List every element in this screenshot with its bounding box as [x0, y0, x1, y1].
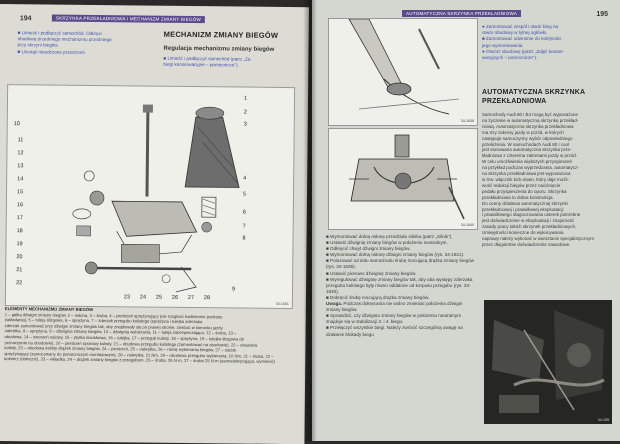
- callout-28: 28: [203, 295, 211, 302]
- figure-caption: [4, 306, 291, 365]
- text-line: na przykład podczas wyprzedzania, automatycz-: [482, 165, 579, 171]
- photo-id: 34-159: [597, 418, 609, 422]
- text-line: wość redukcji biegów przez naciśnięcie: [482, 182, 561, 188]
- intro-line: przy skrzyni biegów.: [17, 42, 59, 49]
- caption-line: obudowa, 14 – sworzeń osiowy, 15 – płytka dociskowa, 16 – tulejka, 17 – przegub kulisty, 18 – sprężyna, 19 – tulejka ślizgowa do: [4, 334, 245, 342]
- note: [326, 301, 478, 313]
- callout-1: 1: [243, 95, 248, 102]
- engine-photo-image: [484, 300, 612, 424]
- text-line: przez długoletnie doświadczenie zawodowe.: [482, 241, 571, 247]
- section-title: AUTOMATYCZNA SKRZYNKA PRZEKŁADNIOWA: [482, 89, 585, 105]
- callout-26: 26: [171, 294, 179, 301]
- step-item: ■ Sprawdzić, czy dźwignia zmiany biegów w położeniu neutralnym znajduje się w stabilizacji 3. i 4. biegu.: [326, 313, 462, 325]
- section-subtitle: Regulacja mechanizmu zmiany biegów: [163, 45, 275, 53]
- callout-8: 8: [242, 235, 246, 242]
- gear-mechanism-diagram: [6, 85, 294, 308]
- procedure-steps: [326, 234, 478, 338]
- subtitle-text: [163, 56, 299, 70]
- callout-9: 9: [231, 286, 236, 293]
- caption-line: nakrętka, 8 – sprężyna, 9 – dźwignia zmiany biegów, 10 – dźwignia wybierania, 11 – tuleja zabezpieczająca, 12 – śruba, 13 –: [4, 328, 237, 336]
- text-line: pedału przyspieszenia do oporu. Skrzynka: [482, 188, 567, 194]
- subtitle-line: ■ Umieść i podłączyć samochód (patrz „Za: [163, 55, 251, 62]
- text-line: ● Zamontować zespół i otwór bieg na: [482, 24, 559, 29]
- callout-14: 14: [17, 176, 24, 183]
- text-line: kładniowa z czterema zakresami jazdy w przód.: [482, 153, 578, 159]
- text-line: na skrzynka przekładniowa jest wyposażona: [482, 171, 571, 177]
- figure-id: 34-1601: [275, 301, 289, 307]
- exploded-view-figure: [5, 84, 295, 309]
- left-page: [0, 4, 309, 444]
- callout-5: 5: [242, 191, 247, 198]
- text-line: jest doświadczenie w eksploatacji i znajomość: [482, 218, 575, 224]
- text-line: naprawy należy wykonać w warsztacie specjalistycznym: [482, 236, 595, 242]
- ball-joint-figure: [328, 128, 478, 230]
- section-text: [482, 112, 610, 248]
- callout-25: 25: [155, 294, 163, 301]
- figure-id: 34-1838: [460, 119, 474, 123]
- ball-joint-diagram: [329, 129, 477, 229]
- step-item: ■ Wymontować dolną osłonę dźwigni zmiany biegów (rys. 34-1821).: [326, 252, 465, 258]
- page-number: 195: [596, 11, 608, 18]
- text-line: Samochody Audi 80 i B4 mogą być wyposażone: [482, 112, 579, 117]
- callout-21: 21: [16, 267, 23, 274]
- text-line: jego wymontowania.: [482, 42, 524, 48]
- text-line: ■ Zamontować odwrotnie do kolejności: [482, 36, 562, 42]
- text-line: niową. Automatyczna skrzynka przekładniowa: [482, 123, 574, 129]
- section-title: MECHANIZM ZMIANY BIEGÓW: [163, 29, 279, 40]
- text-line: przekładniowej i prawidłowej eksploatacji: [482, 206, 564, 212]
- engine-photo: [484, 300, 612, 424]
- caption-line: kołnierz (dokręcić), 23 – wkładka, 24 – drążek zmiany biegów z przegubem, 25 – śruba, 26 N·m, 27 – śruba 25 N·m (samodokręcająca, wymienić): [4, 356, 275, 365]
- subtitle-line: biegi konserwacyjne – pomocnicze").: [163, 61, 239, 68]
- callout-20: 20: [16, 254, 23, 261]
- text-line: Do oceny działania automatycznej skrzynki: [482, 200, 568, 206]
- callout-6: 6: [242, 209, 246, 216]
- step-item: ■ Poluzować od dołu samochodu śrubę mocującą drążka zmiany biegów (rys. 34-1839).: [326, 258, 475, 270]
- callout-3: 3: [243, 121, 247, 128]
- callout-16: 16: [16, 202, 24, 209]
- right-page: [312, 0, 620, 441]
- running-header: AUTOMATYCZNA SKRZYNKA PRZEKŁADNIOWA: [402, 10, 521, 17]
- text-line: następuje samoczynny wybór odpowiedniego: [482, 135, 573, 141]
- text-line: zasady pracy takich skrzynek przekładniowych.: [482, 224, 577, 230]
- lever-figure-top: [328, 18, 478, 126]
- caption-line: zderzak zamontować przy dźwigni zmiany biegów tak, aby znajdowały się po prawej stronie, zwrócić w kierunku jazdy: [4, 322, 223, 331]
- caption-line: (oznaczenie na obudowie), 20 – pierścień oporowy kulisty, 21 – obudowa przegubu kulistego (zamontować na obudowie), 22 – obudowa: [4, 339, 258, 348]
- caption-line: kolisty, 23 – obudowa kolisty drążek zmiany biegów, 24 – pierścień, 25 – nakrętka, 26 – ramię wybierania biegów, 27 – zacisk: [4, 345, 237, 353]
- callout-13: 13: [17, 163, 24, 170]
- callout-22: 22: [16, 280, 23, 287]
- text-line: wacyjnych – pomocnicze").: [482, 55, 538, 61]
- note-label: Uwaga.: [326, 301, 343, 307]
- callout-18: 18: [16, 228, 23, 235]
- caption-line: zakładania), 5 – tuleja ślizgowa, 6 – sprężyna, 7 – zderzak przegubu kulistego (sprężyna i tulejka zderzaka: [4, 317, 203, 325]
- callout-27: 27: [187, 294, 195, 302]
- caption-line: sprężynujący (zamocowany do pomocniczym montażowym), 28 – nakrętka; 21 Nm, 29 – obudowa przegubu wybierania; 10 Nm, 21 – śruba, 22 –: [4, 350, 274, 359]
- caption-line: 1 – gałka dźwigni zmiany biegów, 2 – osłona, 3 – śruba, 4 – pierścień sprężynujący (nie rozginać hadmiernie podczas: [4, 311, 223, 319]
- note-text: Podczas dokręcania nie wolno zmieniać położenia dźwigni zmiany biegów.: [326, 301, 463, 313]
- lever-bolt-diagram: [329, 19, 477, 125]
- step-item: ■ Odkręcić chwyt dźwigni zmiany biegów.: [326, 246, 411, 252]
- text-line: w tzw. włącznik kick-down, który daje możli-: [482, 176, 570, 182]
- callout-4: 4: [243, 175, 247, 182]
- top-steps: [482, 24, 610, 61]
- callout-19: 19: [16, 241, 23, 248]
- intro-line: obudowę przedniego mechanizmu przedniego: [17, 36, 112, 43]
- intro-line: ■ Usunąć nieodczone przestrzeń.: [17, 48, 86, 55]
- book-gutter: [303, 0, 317, 441]
- step-item: ■ Przełączyć wszystkie biegi. Należy zwrócić szczególną uwagę na działanie blokady biegu: [326, 325, 463, 337]
- callout-2: 2: [243, 109, 247, 116]
- callout-12: 12: [17, 150, 24, 157]
- callout-11: 11: [17, 137, 24, 144]
- callout-10: 10: [13, 121, 20, 128]
- text-line: na życzenie w automatyczną skrzynkę przekład-: [482, 117, 579, 123]
- callout-24: 24: [139, 294, 147, 301]
- step-item: ■ Dokręcić śrubę mocującą drążka zmiany biegów.: [326, 294, 430, 300]
- text-line: W celu umożliwienia większych przyspieszeń: [482, 159, 573, 165]
- page-number: 194: [19, 15, 32, 23]
- text-line: przekładniowa to dobra konstrukcja.: [482, 194, 554, 200]
- text-line: Umiejętności konieczne do wykonywania: [482, 230, 564, 236]
- callout-7: 7: [242, 223, 246, 230]
- step-item: ■ Wyregulować dźwignię zmiany biegów tak, aby oba występy zderzaka przegubu kulistego były równo oddalone od korpusu przegubu (rys. 34-1840).: [326, 276, 473, 294]
- text-line: i prawidłowego diagnozowania usterek potrzebne: [482, 212, 581, 218]
- running-header: SKRZYNKA PRZEKŁADNIOWA I MECHANIZM ZMIANY BIEGÓW: [52, 15, 205, 24]
- text-line: ma trzy zakresy jazdy w przód, w których: [482, 129, 564, 135]
- text-line: przełożenia. W samochodach Audi 80 i cool: [482, 141, 570, 147]
- step-item: ■ Wymontować dolną osłonę przedziału silnika (patrz „Silnik").: [326, 234, 453, 239]
- step-item: ■ Ustawić dźwignię zmiany biegów w położeniu neutralnym.: [326, 240, 448, 246]
- intro-line: ■ Umieść i podłączyć samochód. Odkręci: [17, 30, 102, 37]
- text-line: ● Otwórz obudowę (patrz „Zdjęć konser-: [482, 48, 565, 54]
- callout-23: 23: [123, 294, 131, 301]
- callout-17: 17: [16, 215, 23, 222]
- figure-id: 34-1840: [460, 223, 474, 227]
- caption-title: ELEMENTY MECHANIZMU ZMIANY BIEGÓW: [4, 306, 94, 312]
- text-line: jest stosowana automatyczna skrzynka prze-: [482, 147, 572, 153]
- intro-text: [17, 30, 145, 56]
- callout-15: 15: [16, 189, 24, 196]
- text-line: otwór obudowy w tylnej ogłówki.: [482, 30, 548, 36]
- step-item: ■ Ustawić pionowo dźwignię zmiany biegów.: [326, 270, 417, 276]
